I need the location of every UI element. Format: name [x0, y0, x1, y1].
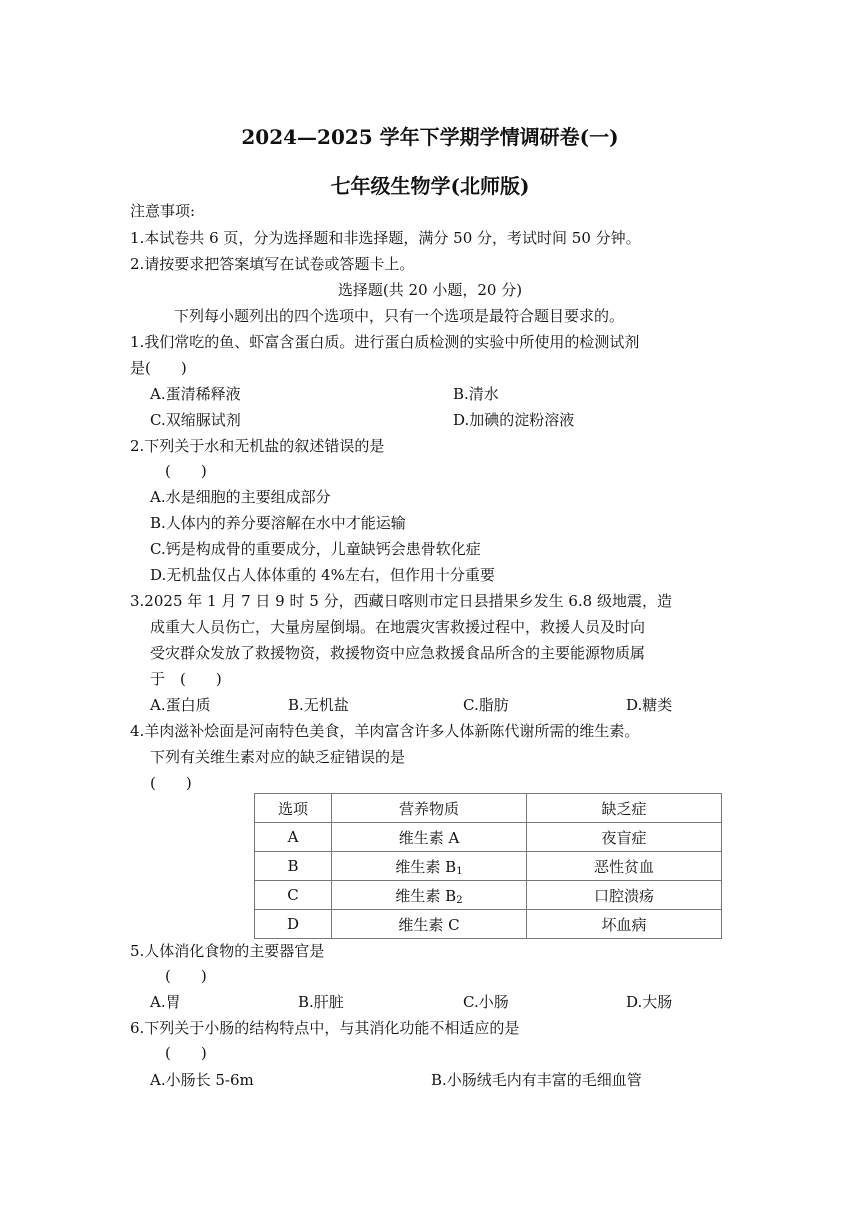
q1-option-a: A.蛋清稀释液 [150, 385, 241, 403]
q6-answer-paren: ( ) [165, 1044, 207, 1062]
table-cell-nutrient: 维生素 $B_2$ [332, 881, 527, 910]
q5-option-d: D.大肠 [626, 993, 673, 1011]
q3-stem-line3: 受灾群众发放了救援物资，救援物资中应急救援食品所含的主要能源物质属 [150, 644, 646, 662]
table-cell-option: D [255, 910, 332, 939]
q2-stem: 2.下列关于水和无机盐的叙述错误的是 [130, 437, 385, 455]
q1-option-b: B.清水 [453, 385, 499, 403]
q2-option-a: A.水是细胞的主要组成部分 [150, 488, 331, 506]
note-item-2: 2.请按要求把答案填写在试卷或答题卡上。 [130, 255, 415, 273]
table-cell-deficiency: 夜盲症 [527, 823, 722, 852]
q2-answer-paren: ( ) [165, 462, 207, 480]
table-row [255, 852, 722, 881]
table-row [255, 823, 722, 852]
table-header-row [255, 794, 722, 823]
q5-answer-paren: ( ) [165, 967, 207, 985]
q6-option-b: B.小肠绒毛内有丰富的毛细血管 [431, 1071, 642, 1089]
table-cell-nutrient: 维生素 $B_1$ [332, 852, 527, 881]
q3-option-d: D.糖类 [626, 696, 673, 714]
table-cell-nutrient: 维生素 C [332, 910, 527, 939]
table-header-cell: 缺乏症 [527, 794, 722, 823]
section-heading: 选择题(共 20 小题，20 分) [337, 281, 523, 299]
q5-option-c: C.小肠 [463, 993, 509, 1011]
q1-option-d: D.加碘的淀粉溶液 [453, 411, 575, 429]
q4-stem-line2: 下列有关维生素对应的缺乏症错误的是 [150, 748, 406, 766]
q4-stem-line1: 4.羊肉滋补烩面是河南特色美食，羊肉富含许多人体新陈代谢所需的维生素。 [130, 722, 640, 740]
q5-option-a: A.胃 [150, 993, 181, 1011]
q1-stem-line1: 1.我们常吃的鱼、虾富含蛋白质。进行蛋白质检测的实验中所使用的检测试剂 [130, 333, 640, 351]
q4-answer-paren: ( ) [150, 774, 192, 792]
table-cell-nutrient: 维生素 A [332, 823, 527, 852]
table-cell-deficiency: 恶性贫血 [527, 852, 722, 881]
q3-stem-line2: 成重大人员伤亡，大量房屋倒塌。在地震灾害救援过程中，救援人员及时向 [150, 618, 646, 636]
table-cell-deficiency: 口腔溃疡 [527, 881, 722, 910]
notes-heading: 注意事项: [130, 202, 196, 220]
table-header-cell: 选项 [255, 794, 332, 823]
exam-subtitle: 七年级生物学(北师版) [330, 174, 530, 198]
q3-option-b: B.无机盐 [288, 696, 349, 714]
table-cell-option: C [255, 881, 332, 910]
section-instruction: 下列每小题列出的四个选项中，只有一个选项是最符合题目要求的。 [174, 307, 625, 325]
vitamin-table [254, 793, 722, 939]
table-cell-option: A [255, 823, 332, 852]
q6-stem: 6.下列关于小肠的结构特点中，与其消化功能不相适应的是 [130, 1019, 520, 1037]
table-row [255, 910, 722, 939]
q2-option-c: C.钙是构成骨的重要成分，儿童缺钙会患骨软化症 [150, 540, 481, 558]
q6-option-a: A.小肠长 5-6m [150, 1071, 254, 1089]
q3-option-c: C.脂肪 [463, 696, 509, 714]
q5-stem: 5.人体消化食物的主要器官是 [130, 942, 325, 960]
q2-option-b: B.人体内的养分要溶解在水中才能运输 [150, 514, 406, 532]
table-header-cell: 营养物质 [332, 794, 527, 823]
table-row [255, 881, 722, 910]
q2-option-d: D.无机盐仅占人体体重的 4%左右，但作用十分重要 [150, 566, 495, 584]
q5-option-b: B.肝脏 [298, 993, 344, 1011]
table-cell-option: B [255, 852, 332, 881]
table-cell-deficiency: 坏血病 [527, 910, 722, 939]
q1-stem-line2: 是( ) [130, 359, 187, 377]
note-item-1: 1.本试卷共 6 页，分为选择题和非选择题，满分 50 分，考试时间 50 分钟。 [130, 229, 641, 247]
q3-stem-line1: 3.2025 年 1 月 7 日 9 时 5 分，西藏日喀则市定日县措果乡发生 6.8 级地震，造 [130, 592, 672, 610]
exam-title: 2024—2025 学年下学期学情调研卷(一) [241, 125, 619, 149]
q1-option-c: C.双缩脲试剂 [150, 411, 241, 429]
q3-option-a: A.蛋白质 [150, 696, 211, 714]
q3-stem-line4: 于 ( ) [150, 670, 222, 688]
